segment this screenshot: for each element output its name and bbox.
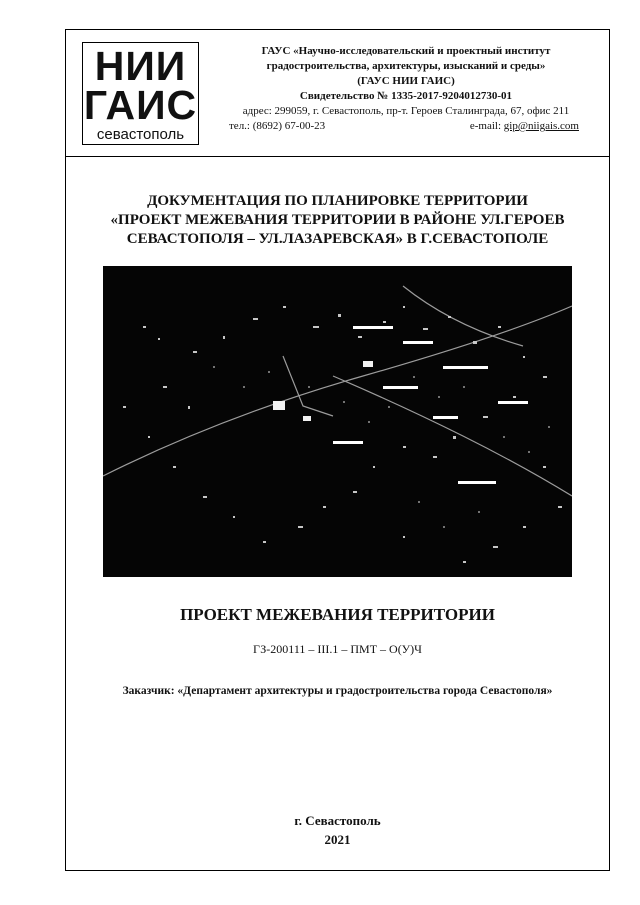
- org-email-link[interactable]: gip@niigais.com: [503, 120, 579, 132]
- aerial-photo-image: [103, 266, 572, 577]
- title-line1: ДОКУМЕНТАЦИЯ ПО ПЛАНИРОВКЕ ТЕРРИТОРИИ: [147, 193, 528, 209]
- title-line2: «ПРОЕКТ МЕЖЕВАНИЯ ТЕРРИТОРИИ В РАЙОНЕ УЛ.ГЕРОЕВ: [110, 212, 565, 228]
- document-subtitle: ПРОЕКТ МЕЖЕВАНИЯ ТЕРРИТОРИИ: [180, 605, 495, 624]
- city-year: [66, 811, 609, 849]
- document-title: [66, 192, 609, 249]
- org-certificate: Свидетельство № 1335-2017-9204012730-01: [299, 90, 513, 102]
- org-email-label: e-mail:: [469, 120, 502, 132]
- logo-line2: ГАИС: [83, 82, 198, 128]
- title-line3: СЕВАСТОПОЛЯ – УЛ.ЛАЗАРЕВСКАЯ» В Г.СЕВАСТОПОЛЕ: [126, 231, 549, 247]
- logo-city: севастополь: [96, 126, 185, 143]
- logo: [82, 42, 199, 145]
- org-phone: тел.: (8692) 67-00-23: [229, 120, 326, 132]
- header: [66, 30, 609, 157]
- org-address: адрес: 299059, г. Севастополь, пр-т. Героев Сталинграда, 67, офис 211: [242, 105, 570, 117]
- year: 2021: [324, 832, 351, 847]
- document-code: ГЗ-200111 – III.1 – ПМТ – О(У)Ч: [253, 642, 422, 656]
- org-name-line2: градостроительства, архитектуры, изысканий и среды»: [266, 60, 546, 72]
- client-line: Заказчик: «Департамент архитектуры и градостроительства города Севастополя»: [122, 685, 553, 697]
- aerial-photo: [103, 266, 572, 577]
- organization-info: [211, 44, 601, 134]
- org-email-block: [470, 119, 579, 134]
- logo-line1: НИИ: [94, 43, 187, 89]
- org-name-line1: ГАУС «Научно-исследовательский и проектный институт: [261, 45, 551, 57]
- org-contacts: [211, 119, 601, 134]
- city-name: г. Севастополь: [294, 813, 381, 828]
- page-frame: [65, 29, 610, 871]
- org-short-name: (ГАУС НИИ ГАИС): [357, 75, 455, 87]
